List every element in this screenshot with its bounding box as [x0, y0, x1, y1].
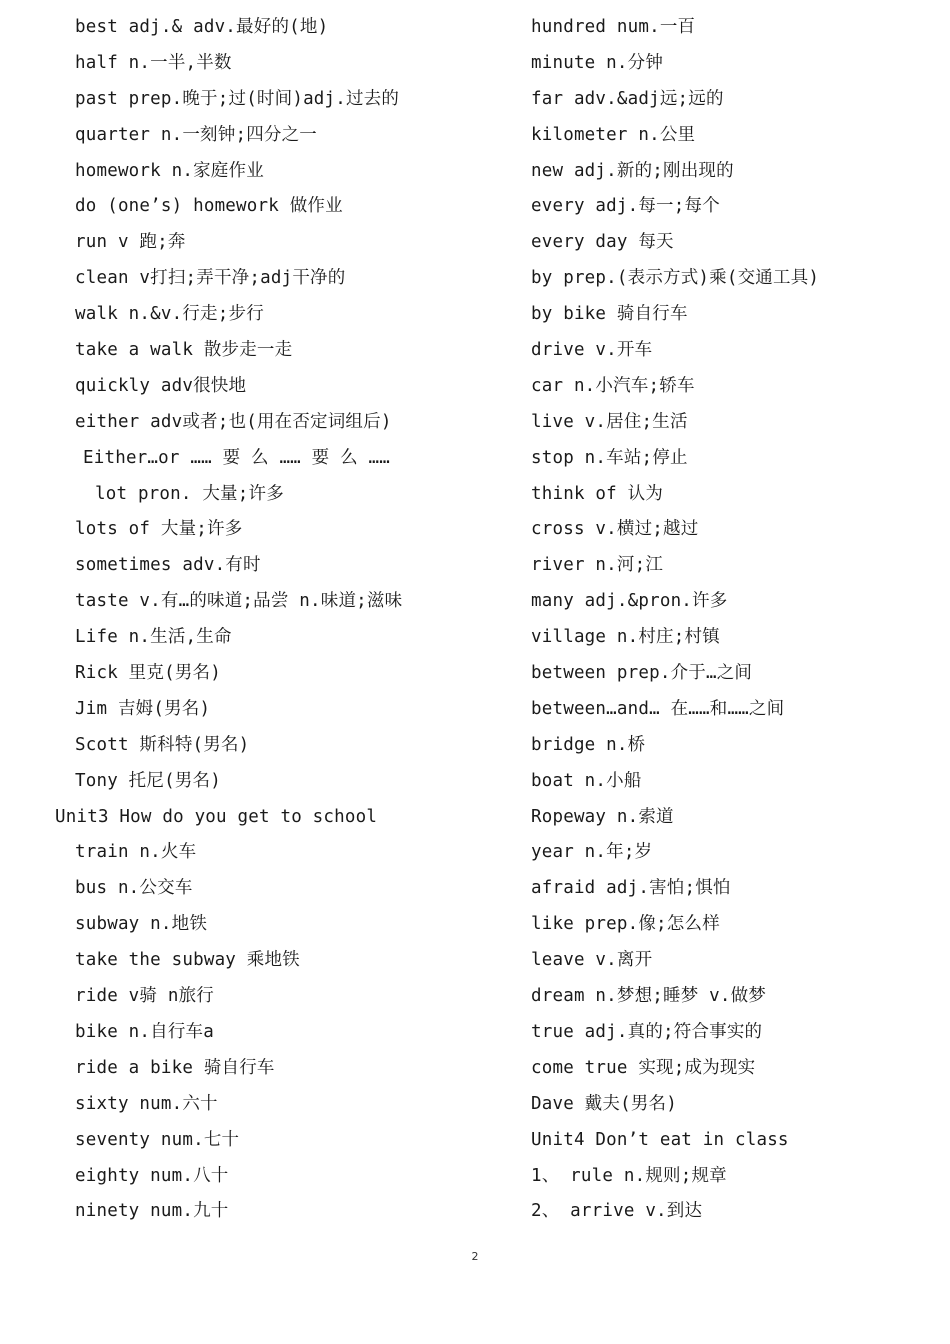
vocab-entry: take a walk 散步走一走: [75, 340, 293, 361]
vocab-entry: afraid adj.害怕;惧怕: [531, 878, 731, 899]
vocab-entry: Either…or …… 要 么 …… 要 么 ……: [83, 447, 390, 468]
vocab-entry: lots of 大量;许多: [75, 519, 243, 540]
vocab-entry: between…and… 在……和……之间: [531, 698, 785, 719]
vocab-entry: ninety num.九十: [75, 1201, 229, 1222]
vocab-entry: best adj.& adv.最好的(地): [75, 17, 329, 37]
vocab-entry: village n.村庄;村镇: [531, 627, 720, 648]
vocab-entry: quickly adv很快地: [75, 375, 247, 396]
vocab-entry: run v 跑;奔: [75, 232, 186, 253]
left-vocabulary-column: [55, 9, 515, 1229]
vocab-entry: sixty num.六十: [75, 1093, 218, 1114]
vocab-entry: new adj.新的;刚出现的: [531, 160, 734, 181]
vocab-entry: ride a bike 骑自行车: [75, 1057, 275, 1078]
vocab-entry: Tony 托尼(男名): [75, 770, 221, 791]
vocab-entry: Unit3 How do you get to school: [55, 806, 378, 827]
vocab-entry: river n.河;江: [531, 555, 664, 576]
vocab-entry: cross v.横过;越过: [531, 519, 699, 540]
vocab-entry: take the subway 乘地铁: [75, 950, 300, 971]
vocab-entry: 2、 arrive v.到达: [531, 1201, 703, 1222]
vocab-entry: lot pron. 大量;许多: [95, 483, 284, 504]
vocab-entry: dream n.梦想;睡梦 v.做梦: [531, 986, 767, 1007]
vocab-entry: seventy num.七十: [75, 1129, 240, 1150]
vocab-entry: stop n.车站;停止: [531, 447, 688, 468]
right-vocabulary-column: [531, 9, 941, 1229]
vocab-entry: eighty num.八十: [75, 1165, 229, 1186]
vocab-entry: walk n.&v.行走;步行: [75, 304, 264, 325]
vocab-entry: boat n.小船: [531, 770, 642, 791]
vocab-entry: Jim 吉姆(男名): [75, 698, 211, 719]
vocab-entry: past prep.晚于;过(时间)adj.过去的: [75, 88, 400, 109]
vocab-entry: Rick 里克(男名): [75, 663, 221, 684]
vocab-entry: like prep.像;怎么样: [531, 914, 720, 935]
vocab-entry: sometimes adv.有时: [75, 555, 261, 576]
vocab-entry: Ropeway n.索道: [531, 806, 674, 827]
vocab-entry: true adj.真的;符合事实的: [531, 1021, 763, 1042]
vocab-entry: many adj.&pron.许多: [531, 591, 728, 612]
vocab-entry: every adj.每一;每个: [531, 196, 720, 217]
vocab-entry: hundred num.一百: [531, 17, 696, 37]
vocab-entry: half n.一半,半数: [75, 52, 232, 73]
vocab-entry: do (one’s) homework 做作业: [75, 196, 343, 217]
vocab-entry: Scott 斯科特(男名): [75, 734, 250, 755]
vocab-entry: by prep.(表示方式)乘(交通工具): [531, 268, 820, 289]
vocab-entry: 1、 rule n.规则;规章: [531, 1165, 727, 1186]
vocab-entry: bridge n.桥: [531, 734, 646, 755]
vocab-entry: every day 每天: [531, 232, 674, 253]
vocab-entry: minute n.分钟: [531, 52, 664, 73]
vocab-entry: taste v.有…的味道;品尝 n.味道;滋味: [75, 591, 403, 612]
vocab-entry: kilometer n.公里: [531, 124, 696, 145]
vocab-entry: bus n.公交车: [75, 878, 193, 899]
vocab-entry: leave v.离开: [531, 950, 653, 971]
vocab-entry: live v.居住;生活: [531, 411, 688, 432]
vocab-entry: train n.火车: [75, 842, 197, 863]
vocab-entry: between prep.介于…之间: [531, 663, 753, 684]
vocab-entry: ride v骑 n旅行: [75, 986, 214, 1007]
vocab-entry: Unit4 Don’t eat in class: [531, 1129, 789, 1150]
vocab-entry: drive v.开车: [531, 340, 653, 361]
vocab-entry: Dave 戴夫(男名): [531, 1093, 677, 1114]
vocab-entry: either adv或者;也(用在否定词组后): [75, 411, 392, 432]
vocab-entry: bike n.自行车a: [75, 1021, 214, 1042]
vocab-entry: by bike 骑自行车: [531, 304, 688, 325]
page-number: 2: [471, 1250, 479, 1263]
vocab-entry: think of 认为: [531, 483, 664, 504]
vocab-entry: car n.小汽车;轿车: [531, 375, 695, 396]
vocab-entry: far adv.&adj远;远的: [531, 88, 724, 109]
vocab-entry: clean v打扫;弄干净;adj干净的: [75, 268, 346, 289]
vocab-entry: Life n.生活,生命: [75, 627, 232, 648]
vocab-entry: homework n.家庭作业: [75, 160, 264, 181]
vocab-entry: year n.年;岁: [531, 842, 653, 863]
vocab-entry: quarter n.一刻钟;四分之一: [75, 124, 317, 145]
vocab-entry: come true 实现;成为现实: [531, 1057, 756, 1078]
vocab-entry: subway n.地铁: [75, 914, 208, 935]
